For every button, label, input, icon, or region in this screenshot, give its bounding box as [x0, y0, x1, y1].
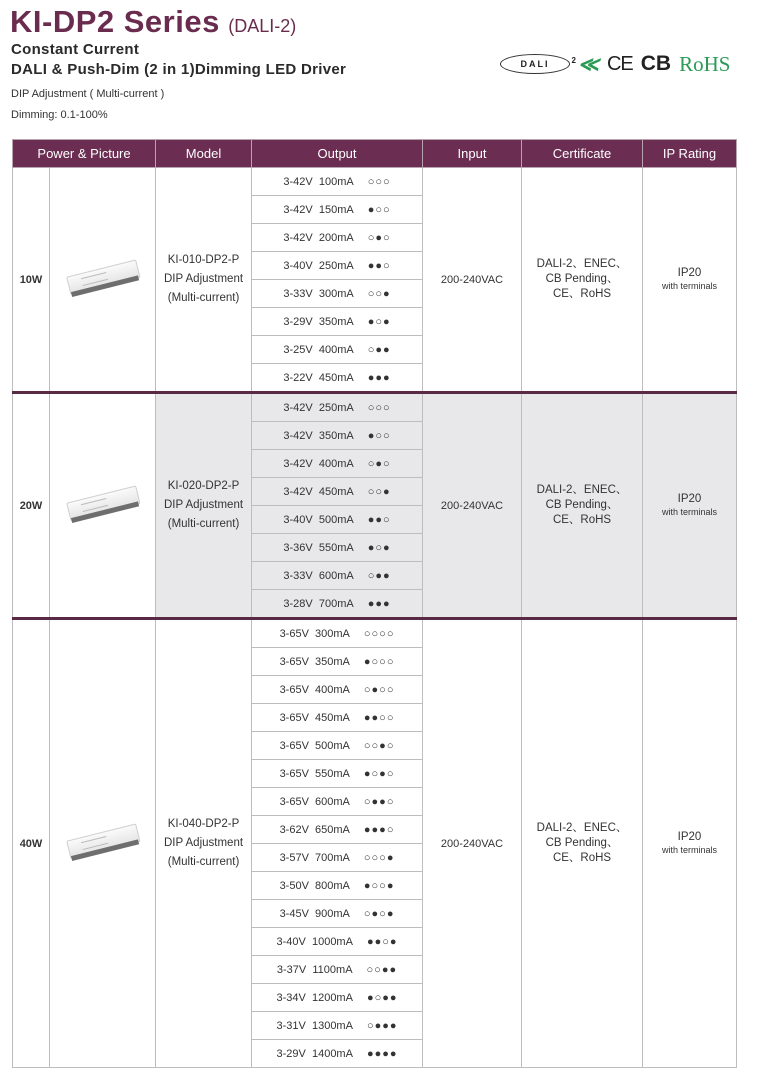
output-spec: 3-42V 400mA	[283, 457, 354, 470]
dip-switch-indicator-icon: ●○○	[367, 429, 391, 442]
output-spec: 3-40V 1000mA	[276, 935, 353, 948]
power-cell: 10W	[13, 168, 50, 393]
output-cell	[252, 788, 423, 816]
output-cell	[252, 900, 423, 928]
cert-line: CE、RoHS	[552, 514, 612, 526]
model-desc2: (Multi-current)	[167, 292, 240, 304]
table-row	[13, 619, 737, 648]
dip-switch-indicator-icon: ●●○○	[363, 711, 395, 724]
model-cell	[156, 393, 252, 619]
output-cell	[252, 732, 423, 760]
dip-switch-indicator-icon: ○○○●	[363, 851, 395, 864]
output-cell	[252, 450, 423, 478]
output-cell	[252, 1012, 423, 1040]
col-input: Input	[423, 140, 522, 168]
output-cell	[252, 1040, 423, 1068]
output-cell	[252, 422, 423, 450]
output-cell	[252, 704, 423, 732]
dip-switch-indicator-icon: ○●●	[367, 343, 391, 356]
series-title: KI-DP2 Series	[10, 4, 220, 39]
ip-rating-cell	[643, 619, 737, 1068]
table-row	[13, 168, 737, 196]
output-spec: 3-37V 1100mA	[276, 963, 353, 976]
ip-note: with terminals	[662, 844, 718, 855]
output-spec: 3-36V 550mA	[283, 541, 354, 554]
dip-switch-indicator-icon: ●○○	[367, 203, 391, 216]
output-spec: 3-40V 250mA	[283, 259, 354, 272]
dip-switch-indicator-icon: ●●●●	[366, 1047, 398, 1060]
certificate-cell	[522, 168, 643, 393]
ip-value: IP20	[677, 492, 702, 505]
output-cell	[252, 844, 423, 872]
subtitle-dimming-type: DALI & Push-Dim (2 in 1)Dimming LED Driver	[11, 61, 347, 78]
col-model: Model	[156, 140, 252, 168]
output-cell	[252, 168, 423, 196]
page-title	[10, 4, 296, 40]
model-desc: DIP Adjustment	[163, 837, 244, 849]
dip-switch-indicator-icon: ●●○	[367, 513, 391, 526]
ip-note: with terminals	[662, 280, 718, 291]
col-power-picture: Power & Picture	[13, 140, 156, 168]
certification-logos	[500, 50, 730, 78]
product-picture	[50, 393, 156, 619]
output-cell	[252, 676, 423, 704]
output-cell	[252, 872, 423, 900]
output-spec: 3-50V 800mA	[279, 879, 350, 892]
output-cell	[252, 224, 423, 252]
dip-switch-indicator-icon: ●●●○	[363, 823, 395, 836]
output-cell	[252, 196, 423, 224]
dip-switch-indicator-icon: ●●●	[367, 371, 391, 384]
certificate-cell	[522, 619, 643, 1068]
dip-switch-indicator-icon: ○○○	[367, 175, 391, 188]
output-cell	[252, 252, 423, 280]
cert-line: DALI-2、ENEC、	[536, 258, 628, 270]
cert-line: DALI-2、ENEC、	[536, 484, 628, 496]
model-desc2: (Multi-current)	[167, 856, 240, 868]
dip-switch-indicator-icon: ●○●●	[366, 991, 398, 1004]
output-spec: 3-29V 350mA	[283, 315, 354, 328]
cert-line: CB Pending、	[545, 837, 619, 849]
dip-switch-indicator-icon: ●○○○	[363, 655, 395, 668]
dip-switch-indicator-icon: ○●○○	[363, 683, 395, 696]
power-cell: 20W	[13, 393, 50, 619]
ip-rating-cell	[643, 393, 737, 619]
power-cell: 40W	[13, 619, 50, 1068]
cert-line: DALI-2、ENEC、	[536, 822, 628, 834]
output-spec: 3-65V 400mA	[279, 683, 350, 696]
output-spec: 3-42V 200mA	[283, 231, 354, 244]
model-desc2: (Multi-current)	[167, 518, 240, 530]
enec-logo-icon: ≪	[578, 53, 599, 76]
output-spec: 3-42V 350mA	[283, 429, 354, 442]
output-cell	[252, 619, 423, 648]
dip-switch-indicator-icon: ○●○	[367, 231, 391, 244]
output-cell	[252, 590, 423, 619]
ip-value: IP20	[677, 830, 702, 843]
dali-logo-icon: DALI 2	[500, 54, 570, 74]
dip-switch-indicator-icon: ○●○●	[363, 907, 395, 920]
ip-value: IP20	[677, 266, 702, 279]
model-number: KI-040-DP2-P	[167, 818, 240, 830]
feature-dip: DIP Adjustment ( Multi-current )	[11, 88, 165, 100]
dip-switch-indicator-icon: ●●○	[367, 259, 391, 272]
led-driver-image	[66, 485, 140, 525]
output-spec: 3-29V 1400mA	[276, 1047, 353, 1060]
output-cell	[252, 562, 423, 590]
dip-switch-indicator-icon: ○○○	[367, 401, 391, 414]
dip-switch-indicator-icon: ○●●	[367, 569, 391, 582]
output-spec: 3-65V 450mA	[279, 711, 350, 724]
col-ip-rating: IP Rating	[643, 140, 737, 168]
output-cell	[252, 478, 423, 506]
model-desc: DIP Adjustment	[163, 273, 244, 285]
feature-dimming: Dimming: 0.1-100%	[11, 109, 108, 121]
output-cell	[252, 308, 423, 336]
output-spec: 3-34V 1200mA	[276, 991, 353, 1004]
output-spec: 3-65V 500mA	[279, 739, 350, 752]
ce-logo-icon: CE	[606, 52, 633, 75]
cert-line: CE、RoHS	[552, 288, 612, 300]
dip-switch-indicator-icon: ●●○●	[366, 935, 398, 948]
dip-switch-indicator-icon: ○○●	[367, 287, 391, 300]
output-cell	[252, 648, 423, 676]
col-certificate: Certificate	[522, 140, 643, 168]
dip-switch-indicator-icon: ●●●	[367, 597, 391, 610]
dip-switch-indicator-icon: ○○○○	[363, 627, 395, 640]
input-cell: 200-240VAC	[423, 619, 522, 1068]
output-spec: 3-33V 300mA	[283, 287, 354, 300]
ip-note: with terminals	[662, 506, 718, 517]
led-driver-image	[66, 259, 140, 299]
output-cell	[252, 816, 423, 844]
product-picture	[50, 619, 156, 1068]
cb-logo-icon: CB	[640, 52, 672, 75]
ip-rating-cell	[643, 168, 737, 393]
output-spec: 3-33V 600mA	[283, 569, 354, 582]
col-output: Output	[252, 140, 423, 168]
dip-switch-indicator-icon: ●○●	[367, 541, 391, 554]
output-spec: 3-65V 550mA	[279, 767, 350, 780]
spec-table	[12, 139, 737, 1068]
cert-line: CB Pending、	[545, 499, 619, 511]
dip-switch-indicator-icon: ○○●	[367, 485, 391, 498]
output-spec: 3-25V 400mA	[283, 343, 354, 356]
output-spec: 3-57V 700mA	[279, 851, 350, 864]
output-cell	[252, 364, 423, 393]
table-row	[13, 393, 737, 422]
output-cell	[252, 984, 423, 1012]
series-suffix: (DALI-2)	[228, 16, 297, 36]
output-cell	[252, 534, 423, 562]
dip-switch-indicator-icon: ●○○●	[363, 879, 395, 892]
model-desc: DIP Adjustment	[163, 499, 244, 511]
output-spec: 3-65V 350mA	[279, 655, 350, 668]
output-cell	[252, 760, 423, 788]
output-cell	[252, 928, 423, 956]
output-spec: 3-42V 450mA	[283, 485, 354, 498]
output-spec: 3-65V 300mA	[279, 627, 350, 640]
output-spec: 3-45V 900mA	[279, 907, 350, 920]
output-cell	[252, 336, 423, 364]
model-number: KI-010-DP2-P	[167, 254, 240, 266]
led-driver-image	[66, 823, 140, 863]
cert-line: CB Pending、	[545, 273, 619, 285]
model-cell	[156, 168, 252, 393]
input-cell: 200-240VAC	[423, 168, 522, 393]
output-spec: 3-40V 500mA	[283, 513, 354, 526]
output-spec: 3-31V 1300mA	[276, 1019, 353, 1032]
output-cell	[252, 280, 423, 308]
table-header	[13, 140, 737, 168]
output-spec: 3-62V 650mA	[279, 823, 350, 836]
dip-switch-indicator-icon: ○●●○	[363, 795, 395, 808]
output-spec: 3-42V 250mA	[283, 401, 354, 414]
output-cell	[252, 393, 423, 422]
model-number: KI-020-DP2-P	[167, 480, 240, 492]
output-spec: 3-42V 150mA	[283, 203, 354, 216]
output-cell	[252, 506, 423, 534]
subtitle-constant-current: Constant Current	[11, 41, 140, 58]
product-picture	[50, 168, 156, 393]
output-spec: 3-22V 450mA	[283, 371, 354, 384]
certificate-cell	[522, 393, 643, 619]
output-spec: 3-42V 100mA	[283, 175, 354, 188]
input-cell: 200-240VAC	[423, 393, 522, 619]
output-cell	[252, 956, 423, 984]
dip-switch-indicator-icon: ○○●●	[366, 963, 398, 976]
dip-switch-indicator-icon: ○○●○	[363, 739, 395, 752]
dip-switch-indicator-icon: ●○●○	[363, 767, 395, 780]
dip-switch-indicator-icon: ○●○	[367, 457, 391, 470]
dip-switch-indicator-icon: ●○●	[367, 315, 391, 328]
output-spec: 3-65V 600mA	[279, 795, 350, 808]
model-cell	[156, 619, 252, 1068]
cert-line: CE、RoHS	[552, 852, 612, 864]
dip-switch-indicator-icon: ○●●●	[366, 1019, 398, 1032]
output-spec: 3-28V 700mA	[283, 597, 354, 610]
rohs-logo-icon: RoHS	[679, 51, 731, 76]
